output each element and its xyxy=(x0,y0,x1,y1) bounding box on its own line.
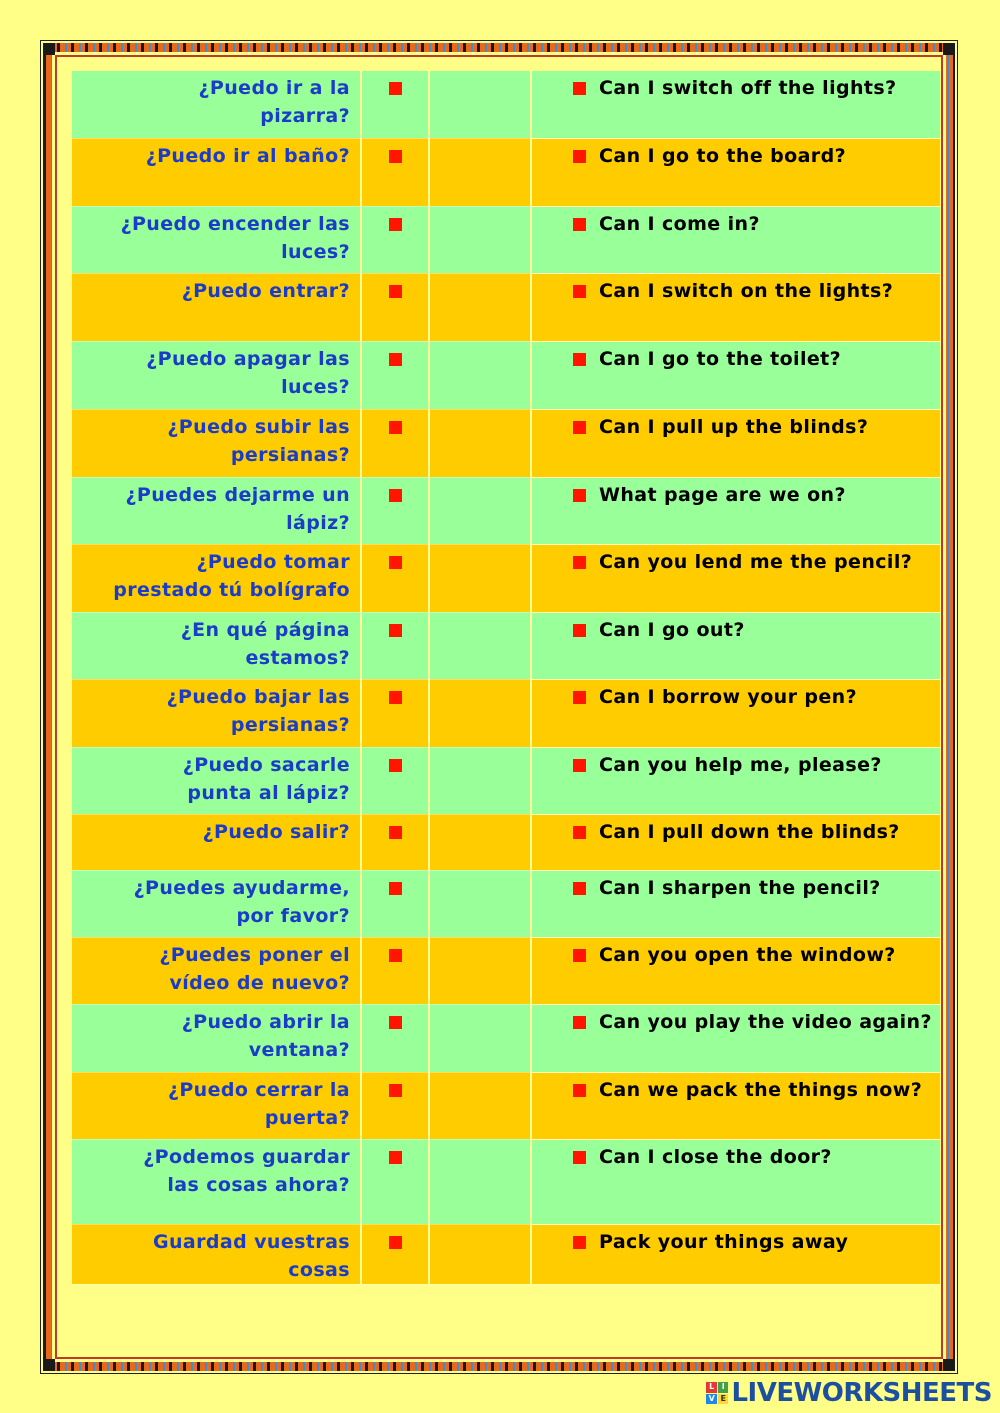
table-row xyxy=(72,1139,940,1224)
spanish-phrase: ¿Puedo subir las persianas? xyxy=(72,409,361,477)
right-connector-dot[interactable] xyxy=(573,949,586,962)
table-row xyxy=(72,71,940,138)
left-connector-dot[interactable] xyxy=(389,691,402,704)
border-corner xyxy=(43,43,55,55)
left-connector-dot[interactable] xyxy=(389,285,402,298)
left-connector-dot[interactable] xyxy=(389,882,402,895)
left-connector-dot[interactable] xyxy=(389,150,402,163)
english-phrase-cell xyxy=(531,138,940,206)
english-phrase-cell xyxy=(531,1224,940,1284)
border-corner xyxy=(43,1359,55,1371)
left-match-cell xyxy=(361,544,429,612)
spanish-phrase: ¿En qué página estamos? xyxy=(72,612,361,679)
left-connector-dot[interactable] xyxy=(389,624,402,637)
gap-cell xyxy=(429,409,531,477)
english-phrase: Can you lend me the pencil? xyxy=(599,550,913,573)
english-phrase: Can we pack the things now? xyxy=(599,1078,923,1101)
english-phrase-cell xyxy=(531,679,940,747)
english-phrase: Can you help me, please? xyxy=(599,753,882,776)
gap-cell xyxy=(429,1072,531,1139)
left-match-cell xyxy=(361,679,429,747)
english-phrase-cell xyxy=(531,814,940,870)
table-row xyxy=(72,870,940,937)
english-phrase-cell xyxy=(531,71,940,138)
gap-cell xyxy=(429,679,531,747)
left-connector-dot[interactable] xyxy=(389,759,402,772)
border-corner xyxy=(943,1359,955,1371)
english-phrase: Can you play the video again? xyxy=(599,1010,932,1033)
gap-cell xyxy=(429,477,531,544)
spanish-phrase: ¿Puedo entrar? xyxy=(72,273,361,341)
gap-cell xyxy=(429,1004,531,1072)
left-match-cell xyxy=(361,138,429,206)
left-match-cell xyxy=(361,341,429,409)
right-connector-dot[interactable] xyxy=(573,691,586,704)
right-connector-dot[interactable] xyxy=(573,285,586,298)
english-phrase: Can I pull down the blinds? xyxy=(599,820,900,843)
left-match-cell xyxy=(361,71,429,138)
left-connector-dot[interactable] xyxy=(389,489,402,502)
english-phrase: Can I go to the board? xyxy=(599,144,846,167)
table-row xyxy=(72,1072,940,1139)
spanish-phrase: ¿Puedo bajar las persianas? xyxy=(72,679,361,747)
gap-cell xyxy=(429,814,531,870)
left-connector-dot[interactable] xyxy=(389,826,402,839)
left-match-cell xyxy=(361,1224,429,1284)
spanish-phrase: ¿Puedo ir a la pizarra? xyxy=(72,71,361,138)
english-phrase: What page are we on? xyxy=(599,483,846,506)
english-phrase-cell xyxy=(531,409,940,477)
gap-cell xyxy=(429,870,531,937)
table-row xyxy=(72,612,940,679)
english-phrase-cell xyxy=(531,1072,940,1139)
gap-cell xyxy=(429,612,531,679)
gap-cell xyxy=(429,1139,531,1224)
table-row xyxy=(72,409,940,477)
liveworksheets-logo-icon: L I V E xyxy=(706,1382,728,1404)
table-row xyxy=(72,273,940,341)
english-phrase-cell xyxy=(531,1139,940,1224)
right-connector-dot[interactable] xyxy=(573,489,586,502)
left-connector-dot[interactable] xyxy=(389,1016,402,1029)
gap-cell xyxy=(429,341,531,409)
english-phrase-cell xyxy=(531,273,940,341)
left-match-cell xyxy=(361,206,429,273)
left-connector-dot[interactable] xyxy=(389,353,402,366)
left-match-cell xyxy=(361,870,429,937)
english-phrase-cell xyxy=(531,747,940,814)
english-phrase: Can I switch on the lights? xyxy=(599,279,894,302)
english-phrase: Can I go out? xyxy=(599,618,745,641)
gap-cell xyxy=(429,71,531,138)
table-row xyxy=(72,747,940,814)
left-match-cell xyxy=(361,409,429,477)
left-match-cell xyxy=(361,747,429,814)
gap-cell xyxy=(429,937,531,1004)
spanish-phrase: ¿Puedes ayudarme, por favor? xyxy=(72,870,361,937)
right-connector-dot[interactable] xyxy=(573,218,586,231)
table-row xyxy=(72,1004,940,1072)
table-row xyxy=(72,814,940,870)
spanish-phrase: ¿Puedo cerrar la puerta? xyxy=(72,1072,361,1139)
left-match-cell xyxy=(361,1004,429,1072)
left-match-cell xyxy=(361,273,429,341)
english-phrase-cell xyxy=(531,341,940,409)
right-connector-dot[interactable] xyxy=(573,1084,586,1097)
table-row xyxy=(72,937,940,1004)
english-phrase: Pack your things away xyxy=(599,1230,849,1253)
table-row xyxy=(72,679,940,747)
english-phrase-cell xyxy=(531,1004,940,1072)
right-connector-dot[interactable] xyxy=(573,353,586,366)
english-phrase-cell xyxy=(531,544,940,612)
left-connector-dot[interactable] xyxy=(389,949,402,962)
gap-cell xyxy=(429,1224,531,1284)
logo-text: LIVEWORKSHEETS xyxy=(731,1378,992,1408)
left-match-cell xyxy=(361,814,429,870)
gap-cell xyxy=(429,206,531,273)
table-row xyxy=(72,206,940,273)
spanish-phrase: ¿Puedo tomar prestado tú bolígrafo xyxy=(72,544,361,612)
right-connector-dot[interactable] xyxy=(573,826,586,839)
english-phrase: Can you open the window? xyxy=(599,943,896,966)
matching-table xyxy=(72,71,940,1285)
left-match-cell xyxy=(361,477,429,544)
left-connector-dot[interactable] xyxy=(389,556,402,569)
right-connector-dot[interactable] xyxy=(573,82,586,95)
spanish-phrase: ¿Puedo abrir la ventana? xyxy=(72,1004,361,1072)
right-connector-dot[interactable] xyxy=(573,421,586,434)
english-phrase: Can I go to the toilet? xyxy=(599,347,842,370)
table-row xyxy=(72,138,940,206)
right-connector-dot[interactable] xyxy=(573,556,586,569)
left-connector-dot[interactable] xyxy=(389,1084,402,1097)
english-phrase: Can I sharpen the pencil? xyxy=(599,876,881,899)
table-row xyxy=(72,341,940,409)
english-phrase-cell xyxy=(531,612,940,679)
table-row xyxy=(72,1224,940,1284)
right-connector-dot[interactable] xyxy=(573,1016,586,1029)
left-connector-dot[interactable] xyxy=(389,1151,402,1164)
english-phrase: Can I borrow your pen? xyxy=(599,685,857,708)
spanish-phrase: ¿Puedo sacarle punta al lápiz? xyxy=(72,747,361,814)
english-phrase-cell xyxy=(531,206,940,273)
spanish-phrase: Guardad vuestras cosas xyxy=(72,1224,361,1284)
english-phrase-cell xyxy=(531,870,940,937)
gap-cell xyxy=(429,273,531,341)
spanish-phrase: ¿Puedes poner el vídeo de nuevo? xyxy=(72,937,361,1004)
left-connector-dot[interactable] xyxy=(389,82,402,95)
table-row xyxy=(72,544,940,612)
english-phrase: Can I pull up the blinds? xyxy=(599,415,869,438)
left-match-cell xyxy=(361,1139,429,1224)
liveworksheets-logo[interactable] xyxy=(706,1380,992,1406)
right-connector-dot[interactable] xyxy=(573,1151,586,1164)
english-phrase: Can I switch off the lights? xyxy=(599,77,897,99)
table-row xyxy=(72,477,940,544)
right-connector-dot[interactable] xyxy=(573,624,586,637)
spanish-phrase: ¿Puedes dejarme un lápiz? xyxy=(72,477,361,544)
english-phrase-cell xyxy=(531,477,940,544)
english-phrase: Can I close the door? xyxy=(599,1145,832,1168)
left-match-cell xyxy=(361,1072,429,1139)
spanish-phrase: ¿Puedo apagar las luces? xyxy=(72,341,361,409)
left-match-cell xyxy=(361,937,429,1004)
left-connector-dot[interactable] xyxy=(389,218,402,231)
gap-cell xyxy=(429,138,531,206)
spanish-phrase: ¿Puedo encender las luces? xyxy=(72,206,361,273)
left-connector-dot[interactable] xyxy=(389,1236,402,1249)
right-connector-dot[interactable] xyxy=(573,1236,586,1249)
left-connector-dot[interactable] xyxy=(389,421,402,434)
spanish-phrase: ¿Puedo salir? xyxy=(72,814,361,870)
border-corner xyxy=(943,43,955,55)
right-connector-dot[interactable] xyxy=(573,882,586,895)
right-connector-dot[interactable] xyxy=(573,759,586,772)
right-connector-dot[interactable] xyxy=(573,150,586,163)
english-phrase-cell xyxy=(531,937,940,1004)
gap-cell xyxy=(429,544,531,612)
left-match-cell xyxy=(361,612,429,679)
gap-cell xyxy=(429,747,531,814)
spanish-phrase: ¿Puedo ir al baño? xyxy=(72,138,361,206)
spanish-phrase: ¿Podemos guardar las cosas ahora? xyxy=(72,1139,361,1224)
english-phrase: Can I come in? xyxy=(599,212,760,235)
